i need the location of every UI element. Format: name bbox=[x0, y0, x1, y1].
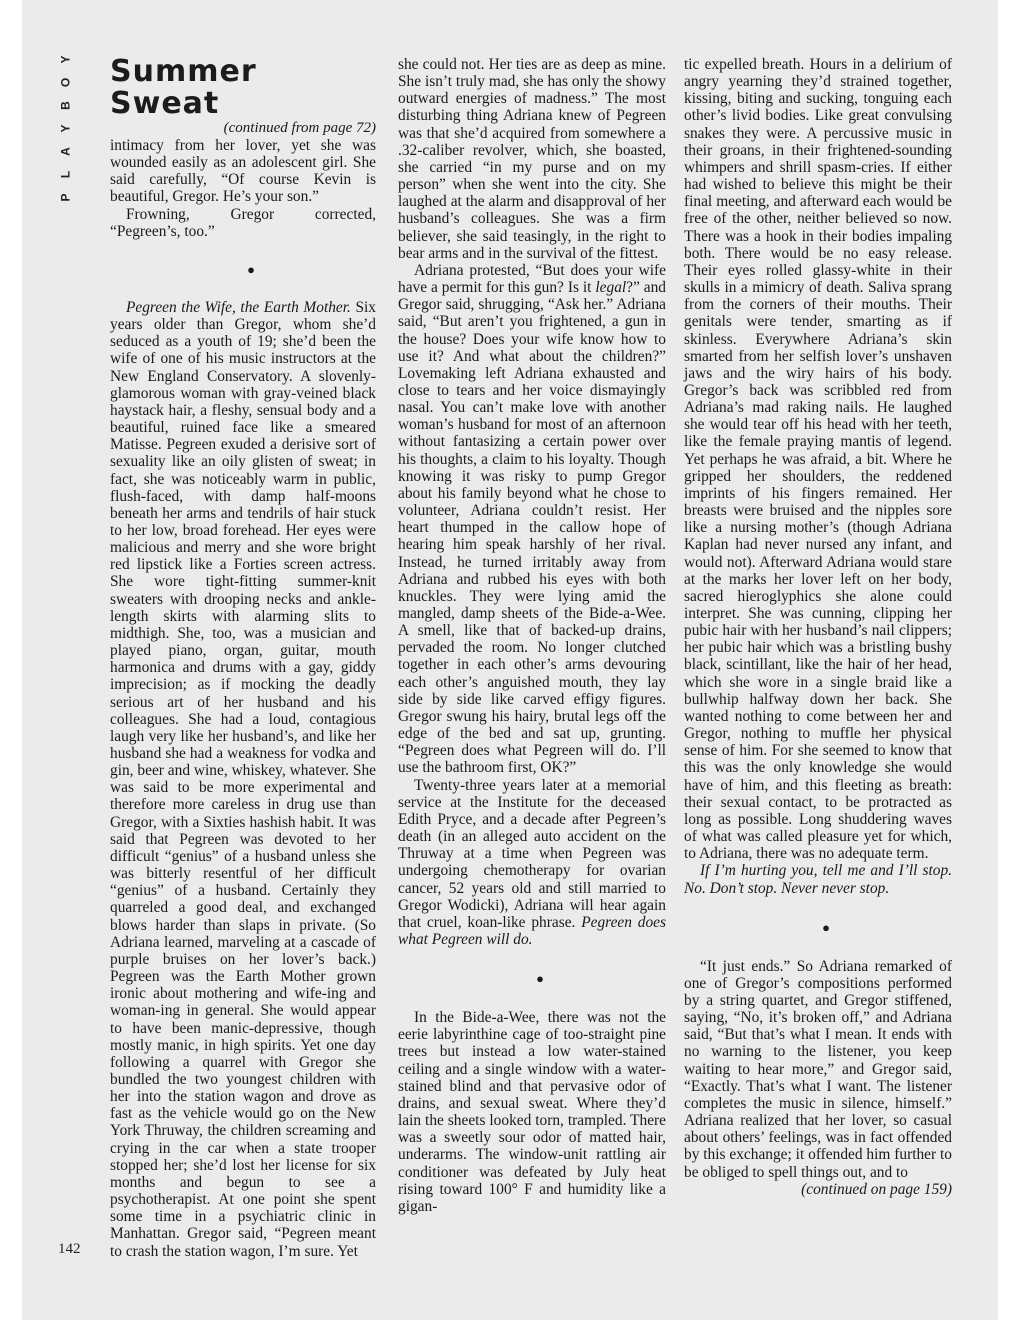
column-2 bbox=[398, 56, 666, 1215]
paragraph: she could not. Her ties are as deep as mine. She isn’t truly mad, she has only the showy outward energies of madness.” The most disturbing thing Adriana knew of Pegreen was that she’d acquired from somewhere a .32-caliber revolver, which, she boasted, she carried “in my purse and on my person” when she went into the city. She laughed at the alarm and disapproval of her husband’s colleagues. She was a firm believer, she said teasingly, in the right to bear arms and in the survival of the fittest. bbox=[398, 56, 666, 262]
continued-on: (continued on page 159) bbox=[801, 1180, 952, 1198]
magazine-name-vertical bbox=[60, 48, 72, 209]
page-number: 142 bbox=[58, 1241, 81, 1257]
italic-run: legal bbox=[595, 279, 627, 297]
paragraph-body: Six years older than Gregor, whom she’d seduced as a youth of 19; she’d been the wife of one of his music instructors at the New England Conservatory. A slovenly-glamorous woman with gray-veined black haystack hair, a fleshy, sensual body and a beautiful, ruined face like a smeared Matisse. Pegreen exuded a derisive sort of sexuality like an oily glisten of sweat; in fact, she was noticeably warm in public, flush-faced, with damp half-moons beneath her arms and tendrils of hair stuck to her low, broad forehead. Her eyes were malicious and merry and she wore bright red lipstick like a Forties screen actress. She wore tight-fitting summer-knit sweaters with drooping necks and ankle-length skirts with alarming slits to midthigh. She, too, was a musician and played piano, organ, guitar, mouth harmonica and drums with a gay, giddy imprecision; as if mocking the deadly serious art of her husband and his colleagues. She had a loud, contagious laugh very like her husband’s, and like her husband she had a weakness for vodka and gin, beer and wine, whiskey, whatever. She was said to be more experimental and therefore more careless in drug use than Gregor, with a Sixties hashish habit. It was said that Pegreen was devoted to her difficult “genius” of a husband unless she was bitterly resentful of her difficult “genius” of a husband. Certainly they quarreled a good deal, and exchanged blows harder than slaps in private. (So Adriana learned, marveling at a cascade of purple bruises on her lover’s back.) Pegreen was the Earth Mother grown ironic about mothering and wife-ing and woman-ing in general. She would appear to have been manic-depressive, though mostly manic, in high spirits. Yet one day following a quarrel with Gregor she bundled the two youngest children with her into the station wagon and drove as fast as the vehicle would go on the New York Thruway, the children screaming and crying in the car when a state trooper stopped her; she’d lost her license for six months and begun to see a psychotherapist. At one point she spent some time in a psychiatric clinic in Manhattan. Gregor said, “Pegreen meant to crash the station wagon, I’m sure. Yet bbox=[110, 298, 376, 1260]
italic-paragraph: If I’m hurting you, tell me and I’ll stop. No. Don’t stop. Never never stop. bbox=[684, 862, 952, 897]
paragraph bbox=[398, 777, 666, 949]
magazine-name-letter: Y bbox=[58, 55, 73, 64]
column-1 bbox=[110, 56, 376, 1260]
magazine-name-letter: Y bbox=[58, 124, 73, 133]
magazine-name-letter: L bbox=[58, 170, 73, 179]
magazine-name-letter: P bbox=[58, 193, 73, 202]
text-run: Adriana protested, “But does your wife have a permit for this gun? Is it bbox=[398, 261, 666, 297]
italic-run: Pegreen does what Pegreen will do. bbox=[398, 913, 666, 948]
paragraph: intimacy from her lover, yet she was wounded easily as an adolescent girl. She said carefully, “Of course Kevin is beautiful, Gregor. He’s your son.” bbox=[110, 137, 376, 206]
paragraph: Frowning, Gregor corrected, “Pegreen’s, too.” bbox=[110, 205, 376, 240]
column-3 bbox=[684, 56, 952, 1198]
paragraph bbox=[110, 299, 376, 1260]
run-in-lead: Pegreen the Wife, the Earth Mother. bbox=[126, 298, 351, 316]
magazine-name-letter: A bbox=[58, 147, 73, 156]
paragraph: In the Bide-a-Wee, there was not the eerie labyrinthine cage of too-straight pine trees but instead a low water-stained ceiling and a single window with a water-stained blind and that pervasive odor of drains, and sexual sweat. Where they’d lain the sheets looked torn, trampled. There was a sweetly sour odor of matted hair, underarms. The window-unit rattling air conditioner was defeated by July heat rising toward 100° F and humidity like a gigan- bbox=[398, 1009, 666, 1215]
section-bullet: ● bbox=[822, 919, 830, 935]
article-title: Summer Sweat bbox=[110, 54, 257, 121]
section-bullet: ● bbox=[536, 971, 544, 987]
paragraph bbox=[398, 262, 666, 777]
text-run: ?” and Gregor said, shrugging, “Ask her.” Adriana said, “But aren’t you frightened, a gun in the house? Does your wife know how to use it? And what about the children?” Lovemaking left Adriana exhausted and close to tears and her voice dismayingly nasal. You can’t make love with another woman’s husband for most of an afternoon without fantasizing a certain power over his thoughts, a claim to his loyalty. Though knowing it was risky to pump Gregor about his family beyond what he chose to volunteer, Adriana couldn’t resist. Her heart thumped in the callow hope of hearing him speak harshly of her rival. Instead, he turned irritably away from Adriana and rubbed his eyes with both knuckles. They were lying amid the mangled, damp sheets of the Bide-a-Wee. A smell, like that of backed-up drains, pervaded the room. No longer clutched together in each other’s arms devouring each other’s anguished mouth, they lay side by side like carved effigy figures. Gregor swung his hairy, brutal legs off the edge of the bed and sat up, grunting. “Pegreen does what Pegreen will do. I’ll use the bathroom first, OK?” bbox=[398, 279, 667, 777]
paragraph: tic expelled breath. Hours in a delirium of angry yearning they’d strained together, kissing, biting and sucking, tonguing each other’s livid bodies. Like great convulsing snakes they were. A percussive music in their groans, in their frightened-sounding whimpers and shrill spasm-cries. If either had wished to believe this might be their final meeting, and afterward each would be free of the other, neither believed so now. There was a hook in their bodies impaling both. There would be no easy release. Their eyes rolled glassy-white in their skulls in a mimicry of death. Saliva sprang from the corners of their mouths. Their genitals were tender, smarting as if skinless. Everywhere Adriana’s skin smarted from her selfish lover’s unshaven jaws and the wiry hairs of his body. Gregor’s back was scribbled red from Adriana’s mad raking nails. He laughed she would tear off his head with her teeth, like the female praying mantis of legend. Yet perhaps he was afraid, a bit. Where he gripped her shoulders, the reddened imprints of his fingers remained. Her breasts were bruised and the nipples sore like a nursing mother’s (though Adriana Kaplan had never nursed any infant, and would not). Afterward Adriana would stare at the marks her lover left on her body, sacred hieroglyphics she alone could interpret. She was cunning, clipping her pubic hair with her husband’s nail clippers; her pubic hair which was a bristling bushy black, scintillant, like the hair of her head, which she wore in a single braid like a bullwhip halfway down her back. She wanted nothing to come between her and Gregor, nothing to muffle her physical sense of him. For she seemed to know that this was the only knowledge she would have of him, and this fleeting as breath: their sexual contact, to be protracted as long as possible. Long shuddering waves of what was called pleasure yet for which, to Adriana, there was no adequate term. bbox=[684, 56, 952, 863]
magazine-name-letter: O bbox=[58, 77, 73, 88]
section-bullet: ● bbox=[247, 261, 255, 277]
magazine-name-letter: B bbox=[58, 101, 73, 110]
continued-from: (continued from page 72) bbox=[223, 120, 376, 136]
paragraph: “It just ends.” So Adriana remarked of one of Gregor’s compositions performed by a string quartet, and Gregor stiffened, saying, “No, it’s broken off,” and Adriana said, “But that’s what I mean. It ends with no warning to the listener, you keep waiting to hear more,” and Gregor said, “Exactly. That’s what I want. The listener completes the music in silence, himself.” Adriana realized that her lover, so casual about others’ feelings, was in fact offended by this exchange; it offended him further to be obliged to spell things out, and to bbox=[684, 957, 952, 1181]
text-run: Twenty-three years later at a memorial service at the Institute for the deceased Edith Pryce, and a decade after Pegreen’s death (in an alleged auto accident on the Thruway at a time when Pegreen was undergoing chemotherapy for ovarian cancer, 52 years old and still married to Gregor Wodicki), Adriana will hear again that cruel, koan-like phrase. bbox=[398, 776, 666, 931]
magazine-page bbox=[22, 0, 998, 1320]
